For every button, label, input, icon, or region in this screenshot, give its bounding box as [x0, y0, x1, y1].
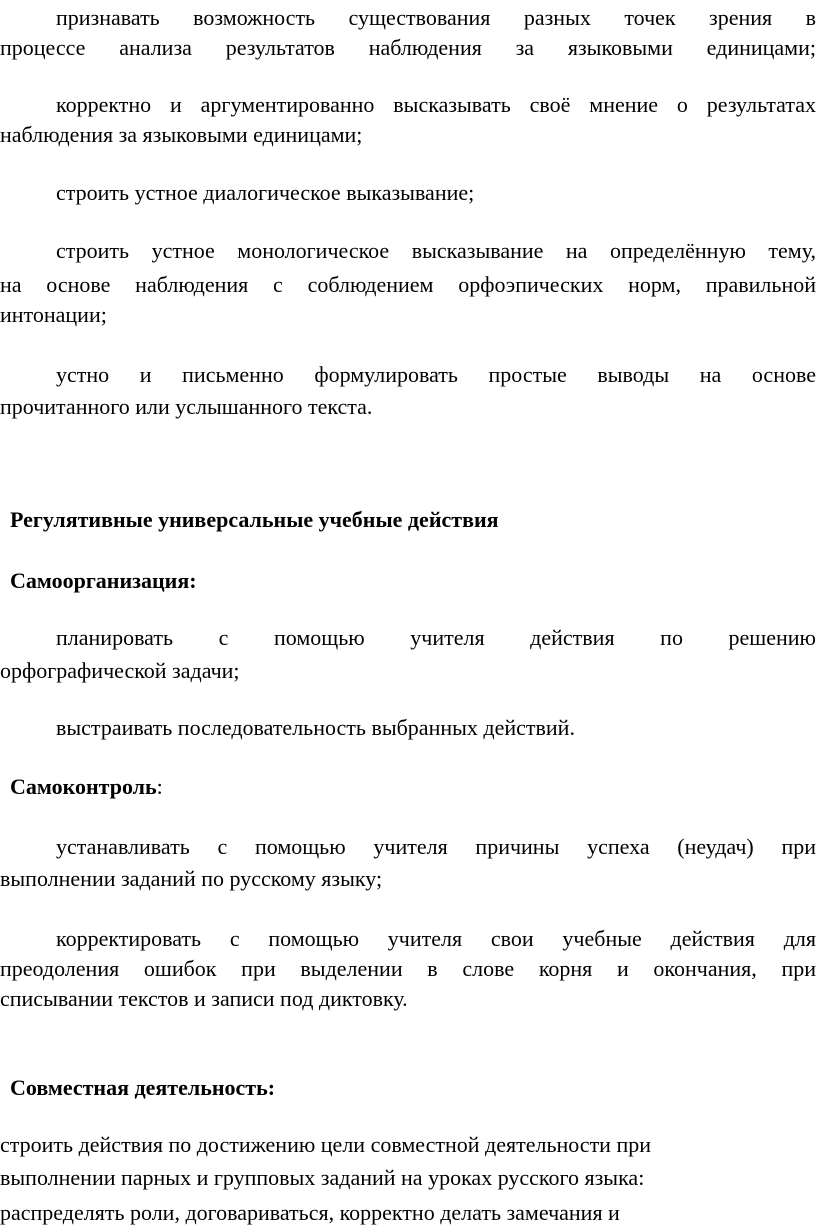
paragraph-line: выполнении заданий по русскому языку;: [0, 866, 383, 891]
paragraph-line: прочитанного или услышанного текста.: [0, 394, 373, 419]
heading-colon: :: [156, 774, 163, 799]
subsection-heading: [0, 772, 816, 802]
paragraph-line: корректно и аргументированно высказывать своё мнение о результатах: [56, 92, 816, 117]
paragraph-line: строить устное монологическое высказывание на определённую тему,: [56, 238, 816, 263]
section-heading: Регулятивные универсальные учебные действия: [10, 507, 499, 532]
paragraph-line: распределять роли, договариваться, корректно делать замечания и: [0, 1200, 620, 1225]
paragraph-line: процессе анализа результатов наблюдения за языковыми единицами;: [0, 35, 816, 60]
subsection-heading: Совместная деятельность:: [10, 1075, 276, 1100]
paragraph-line: на основе наблюдения с соблюдением орфоэпических норм, правильной: [0, 272, 816, 297]
paragraph-line: преодоления ошибок при выделении в слове корня и окончания, при: [0, 956, 816, 981]
paragraph-line: признавать возможность существования разных точек зрения в: [56, 5, 816, 30]
paragraph-line: интонации;: [0, 302, 107, 327]
paragraph-line: планировать с помощью учителя действия по решению: [56, 625, 816, 650]
paragraph-line: выполнении парных и групповых заданий на уроках русского языка:: [0, 1165, 645, 1190]
paragraph-line: устно и письменно формулировать простые выводы на основе: [56, 362, 816, 387]
paragraph-line: корректировать с помощью учителя свои учебные действия для: [56, 926, 816, 951]
paragraph-line: списывании текстов и записи под диктовку.: [0, 986, 408, 1011]
paragraph-line: строить действия по достижению цели совместной деятельности при: [0, 1132, 651, 1157]
paragraph-line: наблюдения за языковыми единицами;: [0, 122, 363, 147]
paragraph-line: устанавливать с помощью учителя причины успеха (неудач) при: [56, 834, 816, 859]
subsection-heading-text: Самоконтроль: [10, 774, 157, 799]
paragraph-line: выстраивать последовательность выбранных действий.: [56, 715, 575, 740]
subsection-heading: Самоорганизация:: [10, 568, 197, 593]
paragraph-line: строить устное диалогическое выказывание;: [56, 180, 475, 205]
paragraph-line: орфографической задачи;: [0, 658, 240, 683]
